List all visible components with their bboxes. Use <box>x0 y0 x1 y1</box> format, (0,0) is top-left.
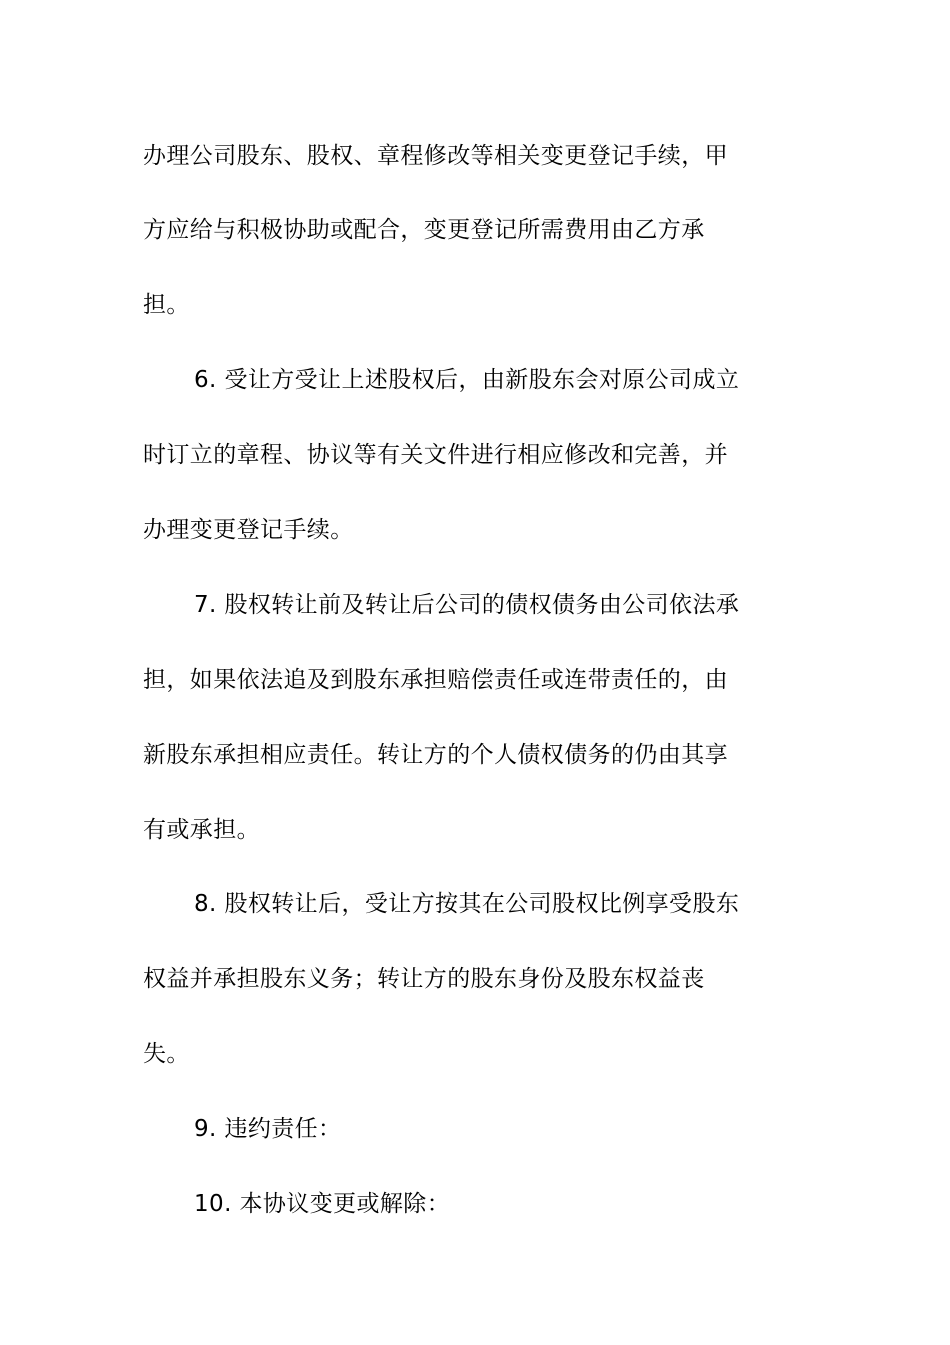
text-line: 时订立的章程、协议等有关文件进行相应修改和完善，并 <box>143 442 728 468</box>
text-line: 担，如果依法追及到股东承担赔偿责任或连带责任的，由 <box>143 667 728 693</box>
text-line: 有或承担。 <box>143 817 260 843</box>
text-line: 担。 <box>143 292 190 318</box>
paragraph-6-start: 6. 受让方受让上述股权后，由新股东会对原公司成立 <box>194 367 740 393</box>
text-line: 方应给与积极协助或配合，变更登记所需费用由乙方承 <box>143 217 705 243</box>
paragraph-8-start: 8. 股权转让后，受让方按其在公司股权比例享受股东 <box>194 891 740 917</box>
paragraph-10-heading: 10. 本协议变更或解除： <box>194 1191 451 1217</box>
text-line: 新股东承担相应责任。转让方的个人债权债务的仍由其享 <box>143 742 728 768</box>
text-line: 办理公司股东、股权、章程修改等相关变更登记手续，甲 <box>143 143 728 169</box>
text-line: 办理变更登记手续。 <box>143 517 354 543</box>
text-line: 失。 <box>143 1041 190 1067</box>
paragraph-7-start: 7. 股权转让前及转让后公司的债权债务由公司依法承 <box>194 592 740 618</box>
paragraph-9-heading: 9. 违约责任： <box>194 1116 342 1142</box>
text-line: 权益并承担股东义务；转让方的股东身份及股东权益丧 <box>143 966 705 992</box>
